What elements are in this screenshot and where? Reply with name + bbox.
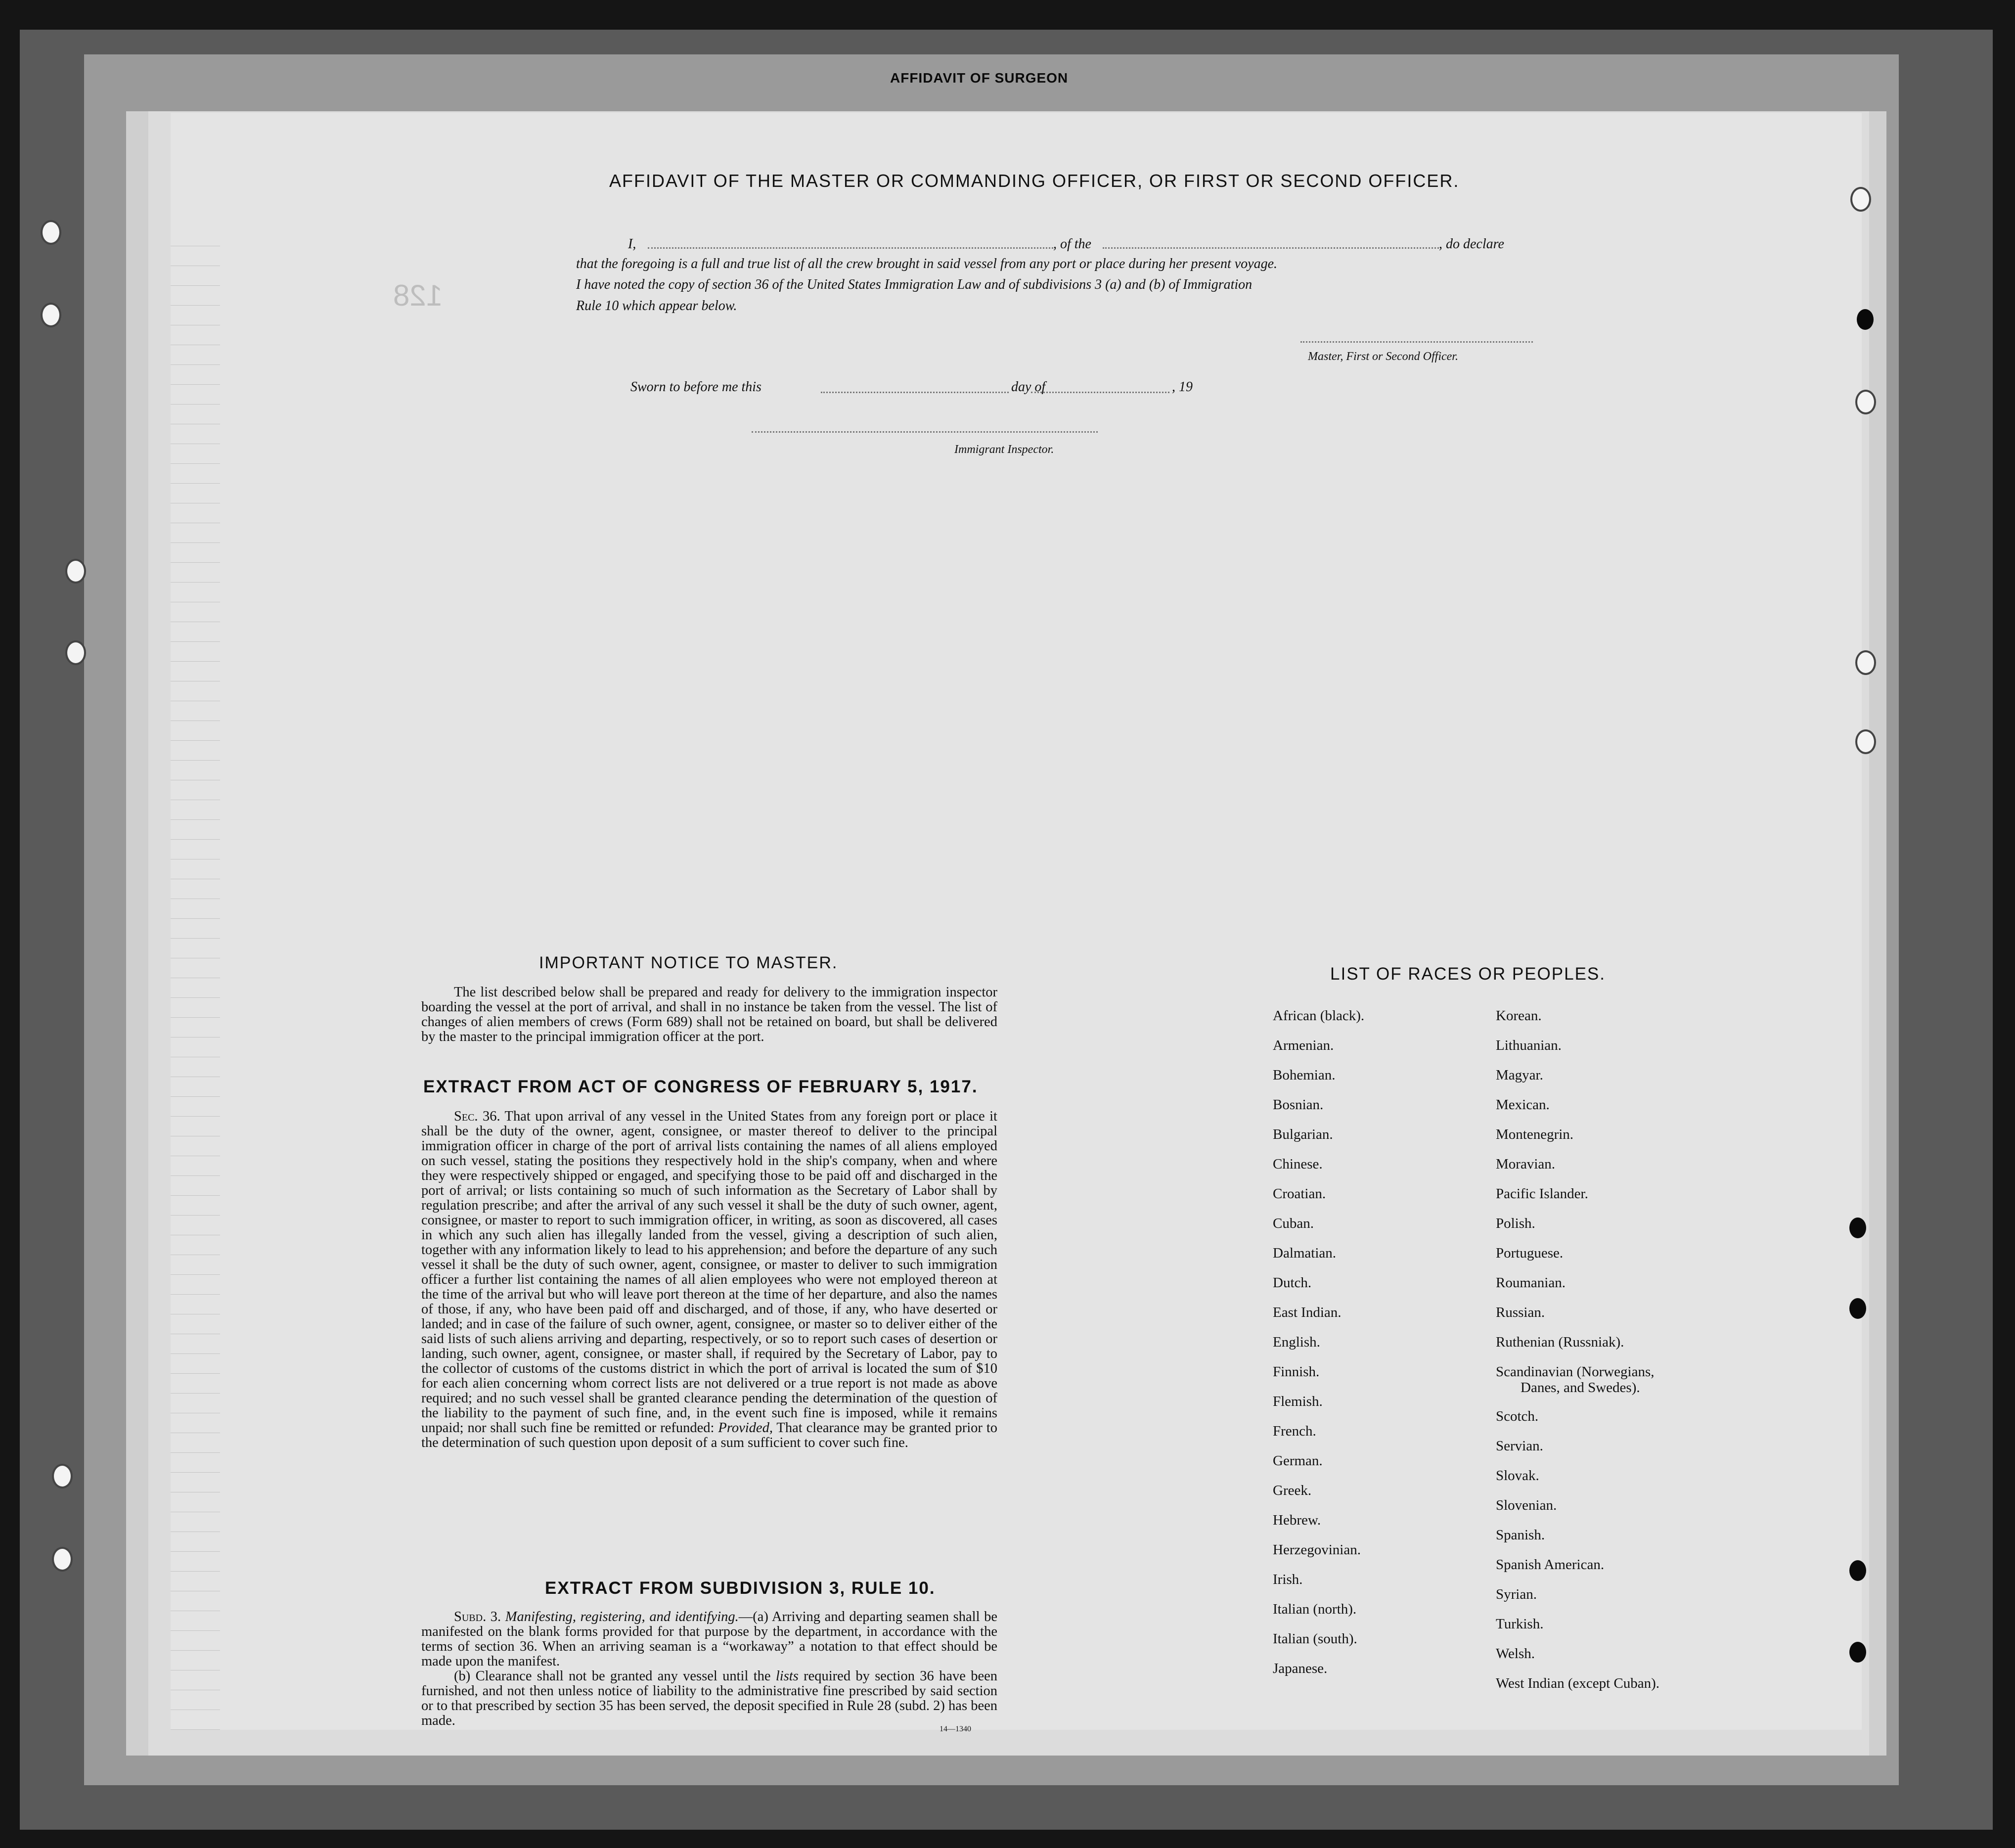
sworn-day-blank — [821, 392, 1009, 393]
binder-hole — [41, 220, 61, 245]
race-item: Russian. — [1496, 1305, 1545, 1320]
bleed-through-page-number: 128 — [393, 279, 443, 312]
day-of-text: day of — [1011, 379, 1046, 395]
act-extract-title: EXTRACT FROM ACT OF CONGRESS OF FEBRUARY 5, 1917. — [423, 1077, 978, 1096]
binder-hole — [1855, 729, 1876, 754]
race-item: Pacific Islander. — [1496, 1186, 1588, 1202]
race-item: Scotch. — [1496, 1408, 1539, 1424]
notice-text: The list described below shall be prepared and ready for delivery to the immigration inspector boarding the vessel at the port of arrival, and shall in no instance be taken from the vessel. The list of changes of alien members of crews (Form 689) shall not be retained on board, but shall be delivered by the master to the principal immigration officer at the port. — [421, 985, 997, 1044]
section-label: Sec. 36. — [454, 1109, 500, 1124]
binder-hole — [1849, 1217, 1866, 1238]
back-sheet-title: AFFIDAVIT OF SURGEON — [890, 70, 1069, 86]
races-title: LIST OF RACES OR PEOPLES. — [1330, 964, 1606, 984]
paragraph-b-text-2: required by section 36 have been furnished, and not then unless notice of liability to the administrative fine prescribed by said section or to that prescribed by section 35 has been served, the deposit specified in Rule 28 (subd. 2) has been made. — [421, 1668, 998, 1728]
affidavit-title: AFFIDAVIT OF THE MASTER OR COMMANDING OFFICER, OR FIRST OR SECOND OFFICER. — [609, 171, 1460, 191]
binder-hole — [1850, 187, 1871, 212]
affidavit-line-2: that the foregoing is a full and true list of all the crew brought in said vessel from any port or place during her present voyage. — [576, 256, 1278, 271]
race-item: Polish. — [1496, 1216, 1535, 1231]
races-column-2 — [1496, 1008, 1659, 1705]
race-item: Syrian. — [1496, 1586, 1537, 1602]
race-item: Magyar. — [1496, 1067, 1543, 1083]
race-item: Herzegovinian. — [1273, 1542, 1361, 1558]
form-number: 14—1340 — [940, 1725, 971, 1733]
section-36-body: That upon arrival of any vessel in the United States from any foreign port or place it shall be the duty of the owner, agent, consignee, or master thereof to deliver to the principal immigration officer in charge of the port of arrival lists containing the names of all aliens employed on such vessel, stating the positions they respectively hold in the ship's company, when and where they were respectively shipped or engaged, and specifying those to be paid off and discharged in the port of arrival; or lists containing so much of such information as the Secretary of Labor shall by regulation prescribe; and after the arrival of any such vessel it shall be the duty of such owner, agent, consignee, or master to report to such immigration officer, in writing, as soon as discovered, all cases in which any such alien has illegally landed from the vessel, giving a description of such alien, together with any information likely to lead to his apprehension; and before the departure of any such vessel it shall be the duty of such owner, agent, consignee, or master to deliver to such immigration officer a further list containing the names of all alien employees who were not employed thereon at the time of the arrival but who will leave port thereon at the time of her departure, and also the names of those, if any, who have been paid off and discharged, and of those, if any, who have deserted or landed; and in case of the failure of such owner, agent, consignee, or master so to deliver either of the said lists of such aliens arriving and departing, respectively, or so to report such cases of desertion or landing, such owner, agent, consignee, or master shall, if required by the Secretary of Labor, pay to the collector of customs of the customs district in which the port of arrival is located the sum of $10 for each alien concerning whom correct lists are not delivered or a true report is not made as above required; and no such vessel shall be granted clearance pending the determination of the question of the liability to the payment of such fine, and, in the event such fine is imposed, while it remains unpaid; nor shall such fine be remitted or refunded: — [421, 1109, 997, 1436]
race-item: Scandinavian (Norwegians, — [1496, 1364, 1655, 1380]
race-item: East Indian. — [1273, 1305, 1342, 1320]
sworn-text: Sworn to before me this — [630, 379, 761, 395]
race-item: English. — [1273, 1334, 1320, 1350]
race-item: Greek. — [1273, 1483, 1312, 1498]
race-item: Irish. — [1273, 1572, 1303, 1587]
race-item: German. — [1273, 1453, 1323, 1469]
vessel-blank-line — [1103, 247, 1439, 249]
race-item: Cuban. — [1273, 1216, 1314, 1231]
race-item: Flemish. — [1273, 1394, 1323, 1409]
lists-word: lists — [775, 1668, 799, 1684]
race-item: Korean. — [1496, 1008, 1542, 1024]
notice-title: IMPORTANT NOTICE TO MASTER. — [539, 953, 838, 972]
race-item: Roumanian. — [1496, 1275, 1566, 1291]
binder-hole — [1849, 1642, 1866, 1663]
race-item: Lithuanian. — [1496, 1037, 1562, 1053]
races-column-1 — [1273, 1008, 1364, 1690]
race-item: Turkish. — [1496, 1616, 1544, 1632]
race-item: Servian. — [1496, 1438, 1543, 1454]
section-36-end: That clearance may be granted prior to the determination of such question upon deposit of a sum sufficient to cover such fine. — [421, 1420, 998, 1450]
binder-hole — [1849, 1560, 1866, 1581]
name-blank-line — [648, 247, 1053, 249]
race-item: Slovak. — [1496, 1468, 1539, 1484]
month-blank — [1031, 392, 1169, 393]
paragraph-a-marker: —(a) — [738, 1609, 768, 1624]
race-item: African (black). — [1273, 1008, 1365, 1024]
provided-word: Provided, — [718, 1420, 773, 1436]
race-item: Italian (south). — [1273, 1631, 1357, 1647]
subdivision-extract-title: EXTRACT FROM SUBDIVISION 3, RULE 10. — [545, 1578, 936, 1598]
race-item: Chinese. — [1273, 1156, 1323, 1172]
binder-hole — [65, 559, 86, 584]
paragraph-b — [421, 1669, 997, 1728]
binder-hole — [52, 1464, 73, 1488]
race-item: Moravian. — [1496, 1156, 1555, 1172]
subdivision-heading: Manifesting, registering, and identifying. — [505, 1609, 739, 1624]
subdivision-text — [421, 1610, 997, 1728]
race-item: Hebrew. — [1273, 1512, 1321, 1528]
affidavit-do-declare: , do declare — [1439, 236, 1504, 252]
binder-hole — [1857, 309, 1874, 330]
inspector-signature-line — [752, 431, 1098, 433]
binder-hole — [65, 640, 86, 665]
subdivision-label: Subd. 3. — [454, 1609, 501, 1624]
race-item: Croatian. — [1273, 1186, 1326, 1202]
affidavit-of-the: , of the — [1053, 236, 1091, 252]
race-item: Slovenian. — [1496, 1497, 1557, 1513]
paragraph-b-marker: (b) — [454, 1668, 471, 1684]
race-item: Montenegrin. — [1496, 1127, 1574, 1142]
affidavit-i: I, — [628, 236, 636, 252]
race-item: Mexican. — [1496, 1097, 1550, 1113]
binder-hole — [1849, 1298, 1866, 1319]
race-item: French. — [1273, 1423, 1316, 1439]
year-prefix: , 19 — [1172, 379, 1193, 395]
race-item: Welsh. — [1496, 1646, 1535, 1662]
race-item: Bosnian. — [1273, 1097, 1324, 1113]
affidavit-line-3: I have noted the copy of section 36 of the United States Immigration Law and of subdivisions 3 (a) and (b) of Immigration — [576, 277, 1253, 292]
affidavit-line-4: Rule 10 which appear below. — [576, 298, 737, 314]
master-signature-label: Master, First or Second Officer. — [1308, 350, 1458, 363]
race-item: Finnish. — [1273, 1364, 1320, 1380]
inspector-signature-label: Immigrant Inspector. — [954, 443, 1054, 456]
paragraph-b-text-1: Clearance shall not be granted any vessel until the — [475, 1668, 771, 1684]
master-signature-line — [1300, 341, 1533, 343]
race-item: Portuguese. — [1496, 1245, 1564, 1261]
grid-margin — [171, 226, 220, 1730]
race-item: Armenian. — [1273, 1037, 1334, 1053]
race-item: Bulgarian. — [1273, 1127, 1333, 1142]
race-item: Spanish. — [1496, 1527, 1545, 1543]
race-item: Italian (north). — [1273, 1601, 1357, 1617]
race-item: Danes, and Swedes). — [1521, 1380, 1640, 1396]
binder-hole — [41, 303, 61, 327]
section-36-text — [421, 1109, 997, 1450]
race-item: Japanese. — [1273, 1661, 1328, 1676]
binder-hole — [1855, 390, 1876, 414]
race-item: Dalmatian. — [1273, 1245, 1337, 1261]
race-item: Bohemian. — [1273, 1067, 1336, 1083]
race-item: Dutch. — [1273, 1275, 1312, 1291]
race-item: Ruthenian (Russniak). — [1496, 1334, 1624, 1350]
paragraph-a — [421, 1610, 997, 1669]
race-item: Spanish American. — [1496, 1557, 1605, 1573]
binder-hole — [52, 1547, 73, 1572]
paragraph-a-text: Arriving and departing seamen shall be manifested on the blank forms provided for that purpose by the department, in accordance with the terms of section 36. When an arriving seaman is a “workaway” a notation to that effect should be made upon the manifest. — [421, 1609, 997, 1669]
binder-hole — [1855, 650, 1876, 675]
race-item: West Indian (except Cuban). — [1496, 1675, 1660, 1691]
